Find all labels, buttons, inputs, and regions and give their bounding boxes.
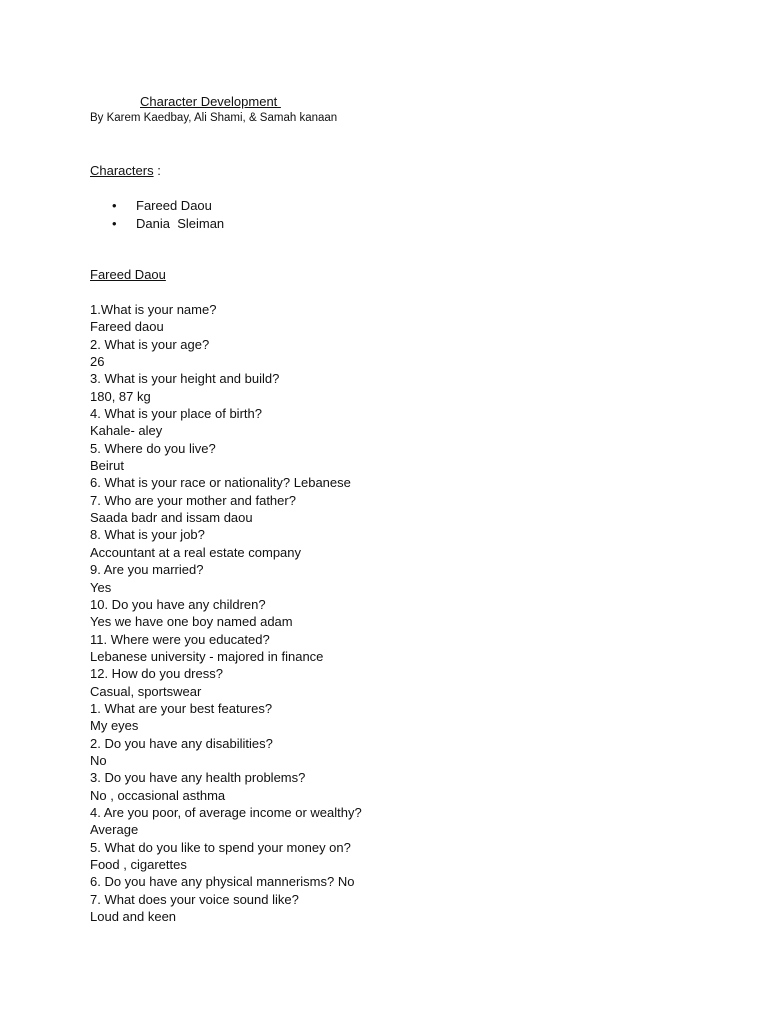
- answer-line: Fareed daou: [90, 319, 164, 335]
- question-line: 6. What is your race or nationality? Lebanese: [90, 475, 351, 491]
- answer-line: Loud and keen: [90, 909, 177, 925]
- bullet-icon: •: [112, 215, 117, 231]
- characters-heading: [90, 163, 161, 178]
- answer-line: Food , cigarettes: [90, 857, 187, 872]
- question-line: 5. What do you like to spend your money on?: [90, 839, 351, 855]
- character-name: Dania Sleiman: [136, 215, 225, 231]
- answer-line: My eyes: [90, 718, 139, 734]
- answer-line: Saada badr and issam daou: [90, 510, 253, 526]
- question-line: 11. Where were you educated?: [90, 631, 270, 647]
- answer-line: Average: [90, 822, 139, 838]
- character-name: Fareed Daou: [136, 198, 212, 213]
- question-line: 1.What is your name?: [90, 302, 217, 317]
- question-line: 6. Do you have any physical mannerisms? No: [90, 874, 355, 890]
- list-item: [112, 215, 224, 233]
- characters-heading-label: Characters: [90, 163, 154, 178]
- bullet-icon: •: [112, 198, 117, 213]
- answer-line: Beirut: [90, 458, 124, 474]
- answer-line: Lebanese university - majored in finance: [90, 648, 324, 664]
- question-line: 5. Where do you live?: [90, 440, 216, 456]
- question-line: 4. What is your place of birth?: [90, 406, 262, 422]
- question-line: 2. What is your age?: [90, 336, 210, 352]
- answer-line: No: [90, 752, 107, 768]
- question-line: 9. Are you married?: [90, 562, 204, 578]
- answer-line: 26: [90, 354, 105, 370]
- question-line: 8. What is your job?: [90, 527, 205, 543]
- question-line: 7. What does your voice sound like?: [90, 891, 299, 907]
- question-answer-list: [90, 301, 362, 925]
- question-line: 1. What are your best features?: [90, 700, 273, 716]
- question-line: 3. What is your height and build?: [90, 371, 280, 387]
- answer-line: Yes we have one boy named adam: [90, 614, 293, 630]
- answer-line: Accountant at a real estate company: [90, 544, 302, 560]
- document-title: Character Development: [140, 94, 281, 109]
- section-heading: Fareed Daou: [90, 267, 166, 282]
- question-line: 3. Do you have any health problems?: [90, 770, 306, 786]
- question-line: 7. Who are your mother and father?: [90, 492, 296, 508]
- document-byline: By Karem Kaedbay, Ali Shami, & Samah kanaan: [90, 112, 338, 124]
- question-line: 2. Do you have any disabilities?: [90, 735, 273, 751]
- answer-line: 180, 87 kg: [90, 388, 151, 404]
- question-line: 10. Do you have any children?: [90, 596, 266, 612]
- characters-list: [112, 197, 224, 232]
- question-line: 12. How do you dress?: [90, 666, 223, 682]
- answer-line: No , occasional asthma: [90, 787, 226, 803]
- answer-line: Yes: [90, 579, 112, 595]
- question-line: 4. Are you poor, of average income or wealthy?: [90, 804, 362, 820]
- answer-line: Kahale- aley: [90, 423, 163, 439]
- list-item: [112, 197, 224, 215]
- characters-heading-colon: :: [153, 163, 161, 178]
- answer-line: Casual, sportswear: [90, 683, 202, 699]
